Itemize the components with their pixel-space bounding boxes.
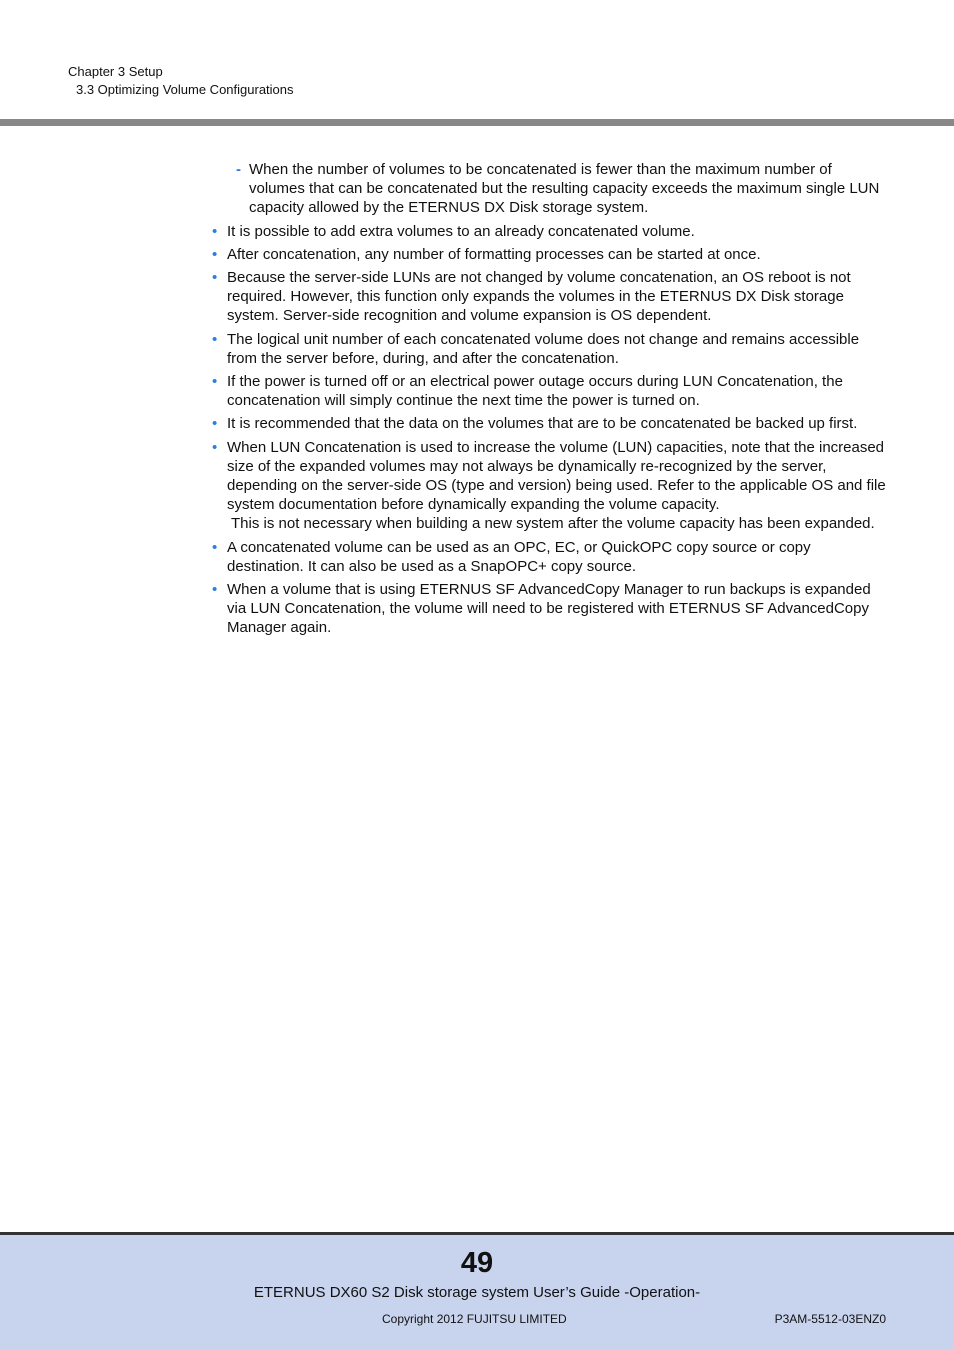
bullet-icon: • [212,222,218,240]
bullet-icon: • [212,438,218,456]
list-item-text: If the power is turned off or an electrical power outage occurs during LUN Concatenation, the concatenation will simply continue the next time the power is turned on. [227,373,843,410]
bullet-list [208,222,888,638]
list-item-text: When LUN Concatenation is used to increase the volume (LUN) capacities, note that the increased size of the expanded volumes may not always be dynamically re-recognized by the server, depending on the server-side OS (type and version) being used. Refer to the applicable OS and file system documentation before dynamically expanding the volume capacity. [227,438,886,514]
list-item [208,414,888,433]
bullet-icon: • [212,581,218,599]
list-item-text: When a volume that is using ETERNUS SF AdvancedCopy Manager to run backups is expanded via LUN Concatenation, the volume will need to be registered with ETERNUS SF AdvancedCopy Manager again. [227,581,871,637]
list-item [208,245,888,264]
list-item-note: This is not necessary when building a new system after the volume capacity has been expanded. [231,515,875,533]
list-item-text: It is possible to add extra volumes to an already concatenated volume. [227,222,695,240]
page-number: 49 [460,1247,494,1279]
copyright-notice: Copyright 2012 FUJITSU LIMITED [382,1312,567,1326]
main-content [208,160,888,642]
list-item [208,580,888,638]
list-item [208,222,888,241]
document-code: P3AM-5512-03ENZ0 [774,1312,886,1326]
bullet-icon: • [212,373,218,391]
list-item [208,268,888,326]
page-footer [0,1232,954,1350]
list-item-text: After concatenation, any number of formatting processes can be started at once. [227,245,761,263]
chapter-heading: Chapter 3 Setup [68,64,163,79]
list-item-text: It is recommended that the data on the volumes that are to be concatenated be backed up first. [227,415,858,433]
list-item-text: Because the server-side LUNs are not changed by volume concatenation, an OS reboot is not required. However, this function only expands the volumes in the ETERNUS DX Disk storage system. Server-side recognition and volume expansion is OS dependent. [227,269,851,325]
dash-marker: - [236,161,241,178]
list-item [208,330,888,368]
section-heading: 3.3 Optimizing Volume Configurations [76,82,294,97]
list-item [208,438,888,534]
list-item [208,538,888,576]
list-item-text: The logical unit number of each concatenated volume does not change and remains accessible from the server before, during, and after the concatenation. [227,330,860,367]
bullet-icon: • [212,538,218,556]
bullet-icon: • [212,269,218,287]
document-title: ETERNUS DX60 S2 Disk storage system User’s Guide -Operation- [253,1284,701,1301]
list-item [208,372,888,410]
bullet-icon: • [212,330,218,348]
sub-list-item-text: When the number of volumes to be concatenated is fewer than the maximum number of volumes that can be concatenated but the resulting capacity exceeds the maximum single LUN capacity allowed by the ETERNUS DX Disk storage system. [249,161,880,217]
bullet-icon: • [212,245,218,263]
header-divider [0,119,954,126]
sub-list-item [208,160,888,218]
list-item-text: A concatenated volume can be used as an OPC, EC, or QuickOPC copy source or copy destination. It can also be used as a SnapOPC+ copy source. [227,538,811,575]
bullet-icon: • [212,415,218,433]
